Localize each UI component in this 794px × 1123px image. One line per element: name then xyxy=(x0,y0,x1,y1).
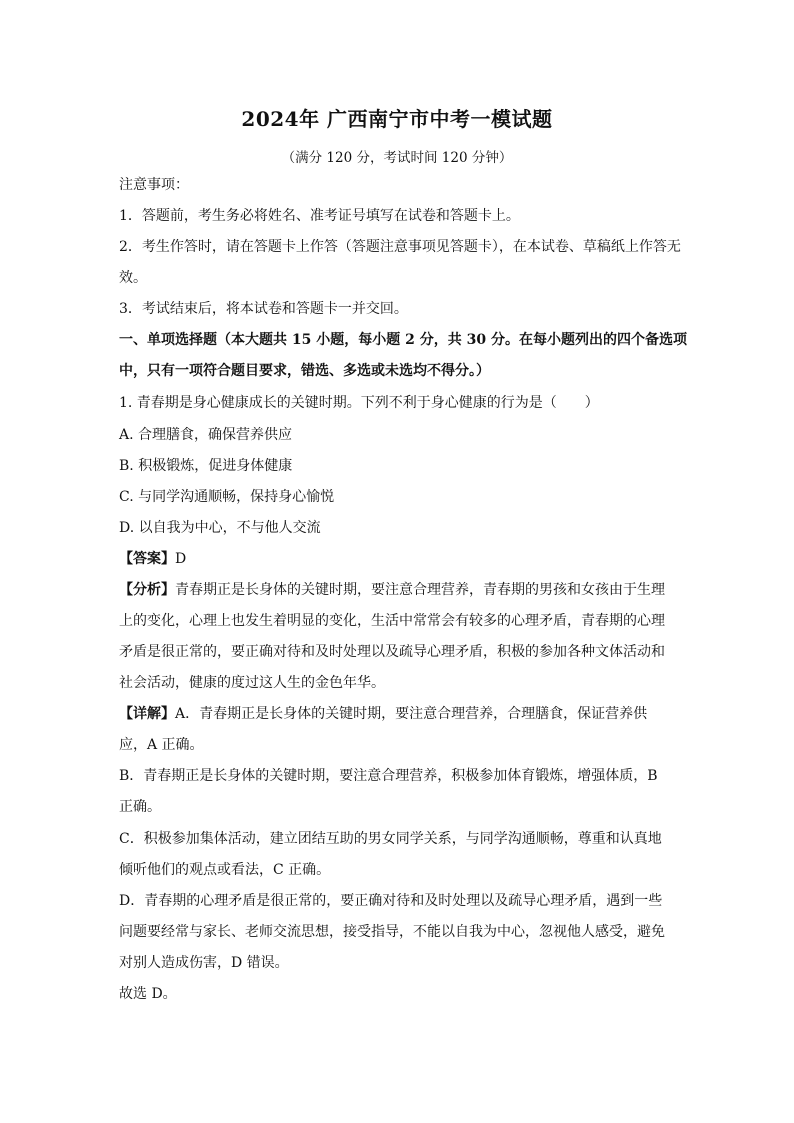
notice-item-1: 1．答题前，考生务必将姓名、准考证号填写在试卷和答题卡上。 xyxy=(119,208,520,224)
notice-item-2-line-1: 2．考生作答时，请在答题卡上作答（答题注意事项见答题卡），在本试卷、草稿纸上作答无 xyxy=(119,239,681,255)
notice-item-2-line-2: 效。 xyxy=(119,270,147,286)
page-title: 2024年 广西南宁市中考一模试题 xyxy=(241,107,553,131)
analysis-label: 【分析】 xyxy=(119,582,175,598)
analysis-line-3: 矛盾是很正常的，要正确对待和及时处理以及疏导心理矛盾，积极的参加各种文体活动和 xyxy=(119,644,665,660)
section-heading-line-1: 一、单项选择题（本大题共 15 小题，每小题 2 分，共 30 分。在每小题列出的四个备选项 xyxy=(119,332,687,348)
notice-heading: 注意事项： xyxy=(119,177,189,193)
analysis-text-1: 青春期正是长身体的关键时期，要注意合理营养，青春期的男孩和女孩由于生理 xyxy=(175,582,665,598)
detail-line-c1: C．积极参加集体活动，建立团结互助的男女同学关系，与同学沟通顺畅，尊重和认真地 xyxy=(119,831,662,847)
answer-label: 【答案】 xyxy=(119,551,175,567)
answer-value: D xyxy=(175,551,187,567)
detail-line-b2: 正确。 xyxy=(119,799,161,815)
exam-info: （满分 120 分，考试时间 120 分钟） xyxy=(281,150,513,166)
analysis-line-2: 上的变化，心理上也发生着明显的变化，生活中常常会有较多的心理矛盾，青春期的心理 xyxy=(119,613,665,629)
option-a: A. 合理膳食，确保营养供应 xyxy=(119,427,293,443)
option-b: B. 积极锻炼，促进身体健康 xyxy=(119,458,293,474)
question-stem: 1. 青春期是身心健康成长的关键时期。下列不利于身心健康的行为是（ ） xyxy=(119,395,599,411)
analysis-line-1 xyxy=(119,580,689,600)
analysis-line-4: 社会活动，健康的度过这人生的金色年华。 xyxy=(119,675,385,691)
detail-line-d3: 对别人造成伤害，D 错误。 xyxy=(119,955,289,971)
detail-line-a2: 应，A 正确。 xyxy=(119,737,204,753)
detail-line-a1 xyxy=(119,704,689,724)
option-d: D. 以自我为中心，不与他人交流 xyxy=(119,520,321,536)
detail-line-c2: 倾听他们的观点或看法，C 正确。 xyxy=(119,862,331,878)
detail-line-b1: B．青春期正是长身体的关键时期，要注意合理营养，积极参加体育锻炼，增强体质，B xyxy=(119,768,658,784)
answer-line xyxy=(119,549,689,569)
detail-label: 【详解】 xyxy=(119,706,175,722)
option-c: C. 与同学沟通顺畅，保持身心愉悦 xyxy=(119,489,335,505)
notice-item-3: 3．考试结束后，将本试卷和答题卡一并交回。 xyxy=(119,301,408,317)
section-heading-line-2: 中，只有一项符合题目要求，错选、多选或未选均不得分。） xyxy=(119,363,490,379)
detail-line-d1: D．青春期的心理矛盾是很正常的，要正确对待和及时处理以及疏导心理矛盾，遇到一些 xyxy=(119,893,663,909)
detail-a-text-1: A．青春期正是长身体的关键时期，要注意合理营养，合理膳食，保证营养供 xyxy=(175,706,648,722)
detail-line-d2: 问题要经常与家长、老师交流思想，接受指导，不能以自我为中心，忽视他人感受，避免 xyxy=(119,924,665,940)
conclusion: 故选 D。 xyxy=(119,986,177,1002)
